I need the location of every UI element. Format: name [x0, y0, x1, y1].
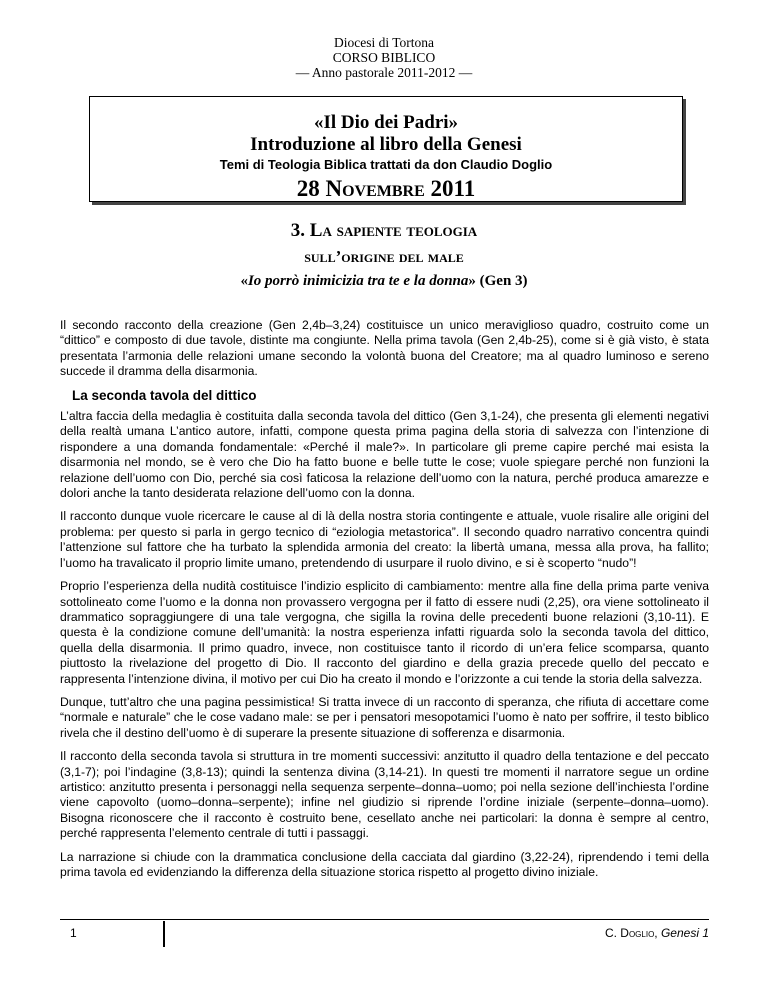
lesson-heading	[0, 219, 768, 291]
title-box	[89, 96, 683, 202]
teacher-line: Temi di Teologia Biblica trattati da don Claudio Doglio	[219, 157, 553, 172]
course-line: CORSO BIBLICO	[332, 50, 436, 65]
lesson-title-line2: sull’origine del male	[304, 247, 464, 266]
page-number: 1	[70, 926, 77, 940]
paragraph: L’altra faccia della medaglia è costituita dalla seconda tavola del dittico (Gen 3,1-24), che presenta gli elementi negativi della realtà umana L’antico autore, infatti, compone questa prima pagina della storia di salvezza con l’intenzione di rispondere a una domanda fondamentale: «Perché il male?». In particolare gli preme capire perché mai esista la disarmonia nel mondo, se è vero che Dio ha fatto buone e belle tutte le cose; vuole spiegare perché non funzioni la relazione dell’uomo con Dio, perché sia così faticosa la relazione dell’uomo con la natura, perché produca amarezze e dolori anche la tanto desiderata relazione dell’uomo con la donna.	[60, 409, 709, 501]
main-title: «Il Dio dei Padri»	[313, 112, 459, 133]
lesson-title: 3. La sapiente teologia	[290, 220, 478, 241]
diocese-line: Diocesi di Tortona	[333, 35, 435, 50]
lesson-date: 28 Novembre 2011	[296, 176, 476, 201]
footer-divider	[163, 921, 165, 947]
paragraph: Dunque, tutt’altro che una pagina pessimistica! Si tratta invece di un racconto di speranza, che rifiuta di accettare come “normale e naturale” che le cose vadano male: se per i pensatori mesopotamici l’uomo è nato per soffrire, il testo biblico rivela che il destino dell’uomo è di superare la presente situazione di sofferenza e disarmonia.	[60, 694, 709, 740]
page-footer	[60, 919, 709, 949]
lesson-quote: «Io porrò inimicizia tra te e la donna» (Gen 3)	[240, 273, 528, 289]
section-heading: La seconda tavola del dittico	[72, 387, 257, 403]
paragraph: Il racconto della seconda tavola si struttura in tre momenti successivi: anzitutto il quadro della tentazione e del peccato (3,1-7); poi l’indagine (3,8-13); quindi la sentenza divina (3,14-21). In questi tre momenti il narratore segue un ordine artistico: anzitutto presenta i personaggi nella sequenza serpente–donna–uomo; poi nella sezione dell’inchiesta l’ordine viene capovolto (uomo–donna–serpente); infine nel giudizio si riprende l’ordine iniziale (serpente–donna–uomo). Bisogna riconoscere che il racconto è costruito bene, cesellato anche nei particolari: la donna è sempre al centro, perché rappresenta l’elemento centrale di tutti i passaggi.	[60, 749, 709, 841]
footer-rule	[60, 919, 709, 920]
document-header	[0, 35, 768, 80]
main-text	[60, 318, 709, 888]
main-subtitle: Introduzione al libro della Genesi	[250, 134, 522, 155]
paragraph: La narrazione si chiude con la drammatica conclusione della cacciata dal giardino (3,22-24), riprendendo i temi della prima tavola ed evidenziando la differenza della situazione storica rispetto al progetto divino iniziale.	[60, 849, 709, 879]
paragraph: Il secondo racconto della creazione (Gen 2,4b–3,24) costituisce un unico meraviglioso quadro, costruito come un “dittico” e composto di due tavole, distinte ma congiunte. Nella prima tavola (Gen 2,4b-25), come si è già visto, è stata presentata l’armonia delle relazioni umane secondo la volontà buona del Creatore; ma al quadro luminoso e sereno succede il dramma della disarmonia.	[60, 318, 709, 379]
year-line: — Anno pastorale 2011-2012 —	[295, 65, 473, 80]
footer-author: C. Doglio, Genesi 1	[604, 926, 709, 940]
paragraph: Proprio l’esperienza della nudità costituisce l’indizio esplicito di cambiamento: mentre alla fine della prima parte veniva sottolineato come l’uomo e la donna non provassero vergogna per il fatto di essere nudi (2,25), ora viene sottolineato il drammatico sopraggiungere di una tale vergogna, che sigilla la rovina delle precedenti buone relazioni (3,10-11). E questa è la condizione comune dell’umanità: la nostra esperienza infatti riguarda solo la seconda tavola del dittico, quella della disarmonia. Il primo quadro, invece, non costituisce tanto il ricordo di un’era felice scomparsa, quanto piuttosto la rivelazione del progetto di Dio. Il racconto del giardino e della grazia precede quello del peccato e rappresenta l’intenzione divina, il motivo per cui Dio ha creato il mondo e l’orizzonte a cui tende la storia della salvezza.	[60, 579, 709, 686]
paragraph: Il racconto dunque vuole ricercare le cause al di là della nostra storia contingente e attuale, vuole risalire alle origini del problema: per questo si parla in gergo tecnico di “eziologia metastorica”. Il secondo quadro narrativo concentra quindi l’attenzione sul fattore che ha turbato la splendida armonia del creato: la libertà umana, messa alla prova, ha fallito; l’uomo ha travalicato il proprio limite umano, pretendendo di usurpare il ruolo divino, e si è scoperto “nudo”!	[60, 509, 709, 570]
